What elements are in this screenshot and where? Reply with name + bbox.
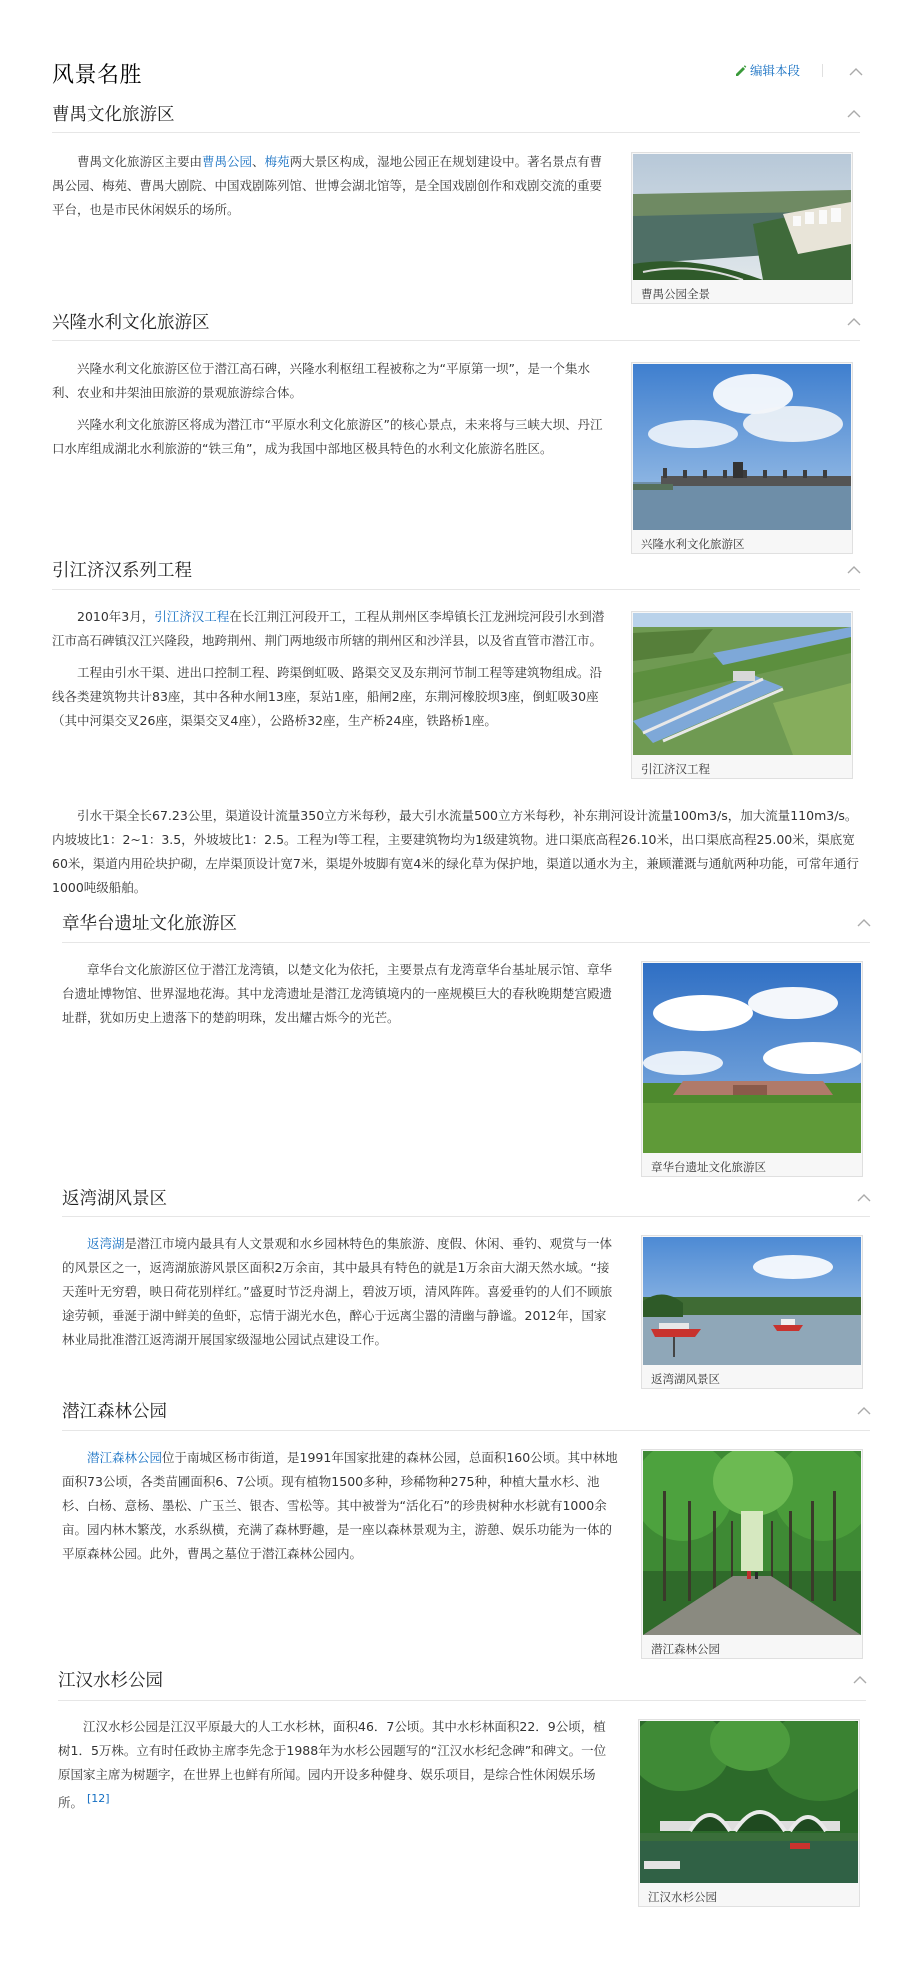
paragraph [62, 1446, 618, 1566]
section-divider [62, 1430, 870, 1431]
section-heading: 江汉水杉公园 [58, 1671, 163, 1691]
paragraph: 引水干渠全长67.23公里，渠道设计流量350立方米每秒，最大引水流量500立方米每秒，补东荆河设计流量100m3/s，加大流量110m3/s。内坡坡比1：2~1：3.5，外坡坡比1：2.5。工程为Ⅰ等工程，主要建筑物均为1级建筑物。进口渠底高程26.10米，出口渠底高程25.00米，渠底宽60米，渠道内用砼块护砌，左岸渠顶设计宽7米，渠堤外坡脚有宽4米的绿化草为保护地，渠道以通水为主，兼顾灌溉与通航两种功能，可常年通行1000吨级船舶。 [52, 808, 859, 895]
photo-arch-bridge[interactable] [640, 1721, 858, 1883]
section-body [58, 1715, 614, 1815]
figure-caption: 引江济汉工程 [633, 755, 851, 777]
paragraph: 工程由引水干渠、进出口控制工程、跨渠倒虹吸、路渠交叉及东荆河节制工程等建筑物组成。沿线各类建筑物共计83座，其中各种水闸13座，泵站1座，船闸2座，东荆河橡胶坝3座，倒虹吸30座（其中河渠交叉26座，渠渠交叉4座），公路桥32座，生产桥24座，铁路桥1座。 [52, 665, 603, 728]
text-run: 位于南城区杨市街道，是1991年国家批建的森林公园，总面积160公顷。其中林地面积73公顷，各类苗圃面积6、7公顷。现有植物1500多种，珍稀物种275种，种植大量水杉、池杉、白杨、意杨、墨松、广玉兰、银杏、雪松等。其中被誉为“活化石”的珍贵树种水杉就有1000余亩。园内林木繁茂，水系纵横，充满了森林野趣，是一座以森林景观为主，游憩、娱乐功能为一体的平原森林公园。此外，曹禺之墓位于潜江森林公园内。 [62, 1450, 618, 1561]
section-body [62, 1446, 618, 1566]
photo-lake-park[interactable] [633, 154, 851, 280]
figure-caption: 章华台遗址文化旅游区 [643, 1153, 861, 1175]
paragraph [52, 605, 608, 653]
chevron-up-icon[interactable] [846, 317, 862, 327]
text-run: 在长江荆江河段开工，工程从荆州区李埠镇长江龙洲垸河段引水到潜江市高石碑镇汉江兴隆段，地跨荆州、荆门两地级市所辖的荆州区和沙洋县，以及省直管市潜江市。 [52, 609, 605, 648]
photo-lake-boats[interactable] [643, 1237, 861, 1365]
figure-caption: 江汉水杉公园 [640, 1883, 858, 1905]
link-fanwan-lake[interactable]: 返湾湖 [87, 1236, 125, 1251]
paragraph: 章华台文化旅游区位于潜江龙湾镇，以楚文化为依托，主要景点有龙湾章华台基址展示馆、章华台遗址博物馆、世界湿地花海。其中龙湾遗址是潜江龙湾镇境内的一座规模巨大的春秋晚期楚宫殿遗址群，犹如历史上遗落下的楚韵明珠，发出耀古烁今的光芒。 [62, 962, 613, 1025]
text-run: 两大景区构成，湿地公园正在规划建设中。著名景点有曹禺公园、梅苑、曹禺大剧院、中国戏剧陈列馆、世博会湖北馆等，是全国戏剧创作和戏剧交流的重要平台，也是市民休闲娱乐的场所。 [52, 154, 603, 217]
link-qianjiang-forest-park[interactable]: 潜江森林公园 [87, 1450, 163, 1465]
edit-section-label: 编辑本段 [749, 63, 800, 78]
paragraph: 兴隆水利文化旅游区位于潜江高石碑，兴隆水利枢纽工程被称之为“平原第一坝”，是一个集水利、农业和井架油田旅游的景观旅游综合体。 [52, 361, 590, 400]
paragraph [62, 1232, 618, 1352]
citation-link[interactable]: [12] [87, 1792, 110, 1805]
link-yinjiang-jihan[interactable]: 引江济汉工程 [154, 609, 230, 624]
section-heading: 引江济汉系列工程 [52, 561, 192, 581]
figure-zhanghuatai[interactable] [641, 961, 863, 1177]
section-heading: 曹禺文化旅游区 [52, 105, 175, 125]
paragraph [52, 150, 608, 222]
figure-caption: 兴隆水利文化旅游区 [633, 530, 851, 552]
chevron-up-icon[interactable] [846, 565, 862, 575]
section-body [62, 958, 618, 1030]
figure-caption: 曹禺公园全景 [633, 280, 851, 302]
figure-caoyu-park[interactable] [631, 152, 853, 304]
photo-dam[interactable] [633, 364, 851, 530]
link-caoyu-park[interactable]: 曹禺公园 [202, 154, 253, 169]
section-heading: 章华台遗址文化旅游区 [62, 914, 237, 934]
figure-fanwan[interactable] [641, 1235, 863, 1389]
figure-caption: 返湾湖风景区 [643, 1365, 861, 1387]
page-title: 风景名胜 [52, 63, 143, 88]
section-heading: 返湾湖风景区 [62, 1189, 167, 1209]
section-body [52, 357, 608, 461]
pencil-icon [734, 64, 747, 77]
section-divider [52, 340, 860, 341]
link-meiyuan[interactable]: 梅苑 [264, 154, 290, 169]
edit-section-link[interactable] [734, 61, 800, 79]
text-run: 2010年3月， [77, 609, 155, 624]
section-heading: 潜江森林公园 [62, 1402, 167, 1422]
section-divider [52, 589, 860, 590]
paragraph [58, 1715, 614, 1815]
section-divider [62, 1216, 870, 1217]
section-body-full [52, 804, 860, 900]
chevron-up-icon[interactable] [856, 918, 872, 928]
header-divider [822, 64, 823, 77]
figure-shuishan-park[interactable] [638, 1719, 860, 1907]
chevron-up-icon[interactable] [852, 1675, 868, 1685]
photo-ruins-site[interactable] [643, 963, 861, 1153]
text-run: 是潜江市境内最具有人文景观和水乡园林特色的集旅游、度假、休闲、垂钓、观赏与一体的风景区之一，返湾湖旅游风景区面积2万余亩，其中最具有特色的就是1万余亩大湖天然水域。“接天莲叶无穷碧，映日荷花别样红。”盛夏时节泛舟湖上，碧波万顷，清风阵阵。喜爱垂钓的人们不顾旅途劳顿，垂涎于湖中鲜美的鱼虾，忘情于湖光水色，醉心于远离尘嚣的清幽与静谧。2012年，国家林业局批准潜江返湾湖开展国家级湿地公园试点建设工作。 [62, 1236, 613, 1347]
figure-yinjiang[interactable] [631, 611, 853, 779]
section-divider [52, 132, 860, 133]
figure-caption: 潜江森林公园 [643, 1635, 861, 1657]
figure-xinglong[interactable] [631, 362, 853, 554]
section-divider [58, 1700, 866, 1701]
text-run: 、 [252, 154, 265, 169]
text-run: 江汉水杉公园是江汉平原最大的人工水杉林，面积46．7公顷。其中水杉林面积22．9公顷，植树1．5万株。立有时任政协主席李先念于1988年为水杉公园题写的“江汉水杉纪念碑”和碑文。一位原国家主席为树题字，在世界上也鲜有所闻。园内开设多种健身、娱乐项目，是综合性休闲娱乐场所。 [58, 1719, 607, 1811]
chevron-up-icon[interactable] [856, 1193, 872, 1203]
section-body [62, 1232, 618, 1352]
section-body [52, 150, 608, 222]
text-run: 曹禺文化旅游区主要由 [77, 154, 203, 169]
chevron-up-icon[interactable] [848, 67, 864, 77]
chevron-up-icon[interactable] [856, 1406, 872, 1416]
photo-tree-lined-road[interactable] [643, 1451, 861, 1635]
section-body [52, 605, 608, 733]
paragraph: 兴隆水利文化旅游区将成为潜江市“平原水利文化旅游区”的核心景点，未来将与三峡大坝、丹江口水库组成湖北水利旅游的“铁三角”，成为我国中部地区极具特色的水利文化旅游名胜区。 [52, 417, 603, 456]
chevron-up-icon[interactable] [846, 109, 862, 119]
photo-canal-aerial[interactable] [633, 613, 851, 755]
section-heading: 兴隆水利文化旅游区 [52, 313, 210, 333]
figure-forest-park[interactable] [641, 1449, 863, 1659]
section-divider [62, 942, 870, 943]
